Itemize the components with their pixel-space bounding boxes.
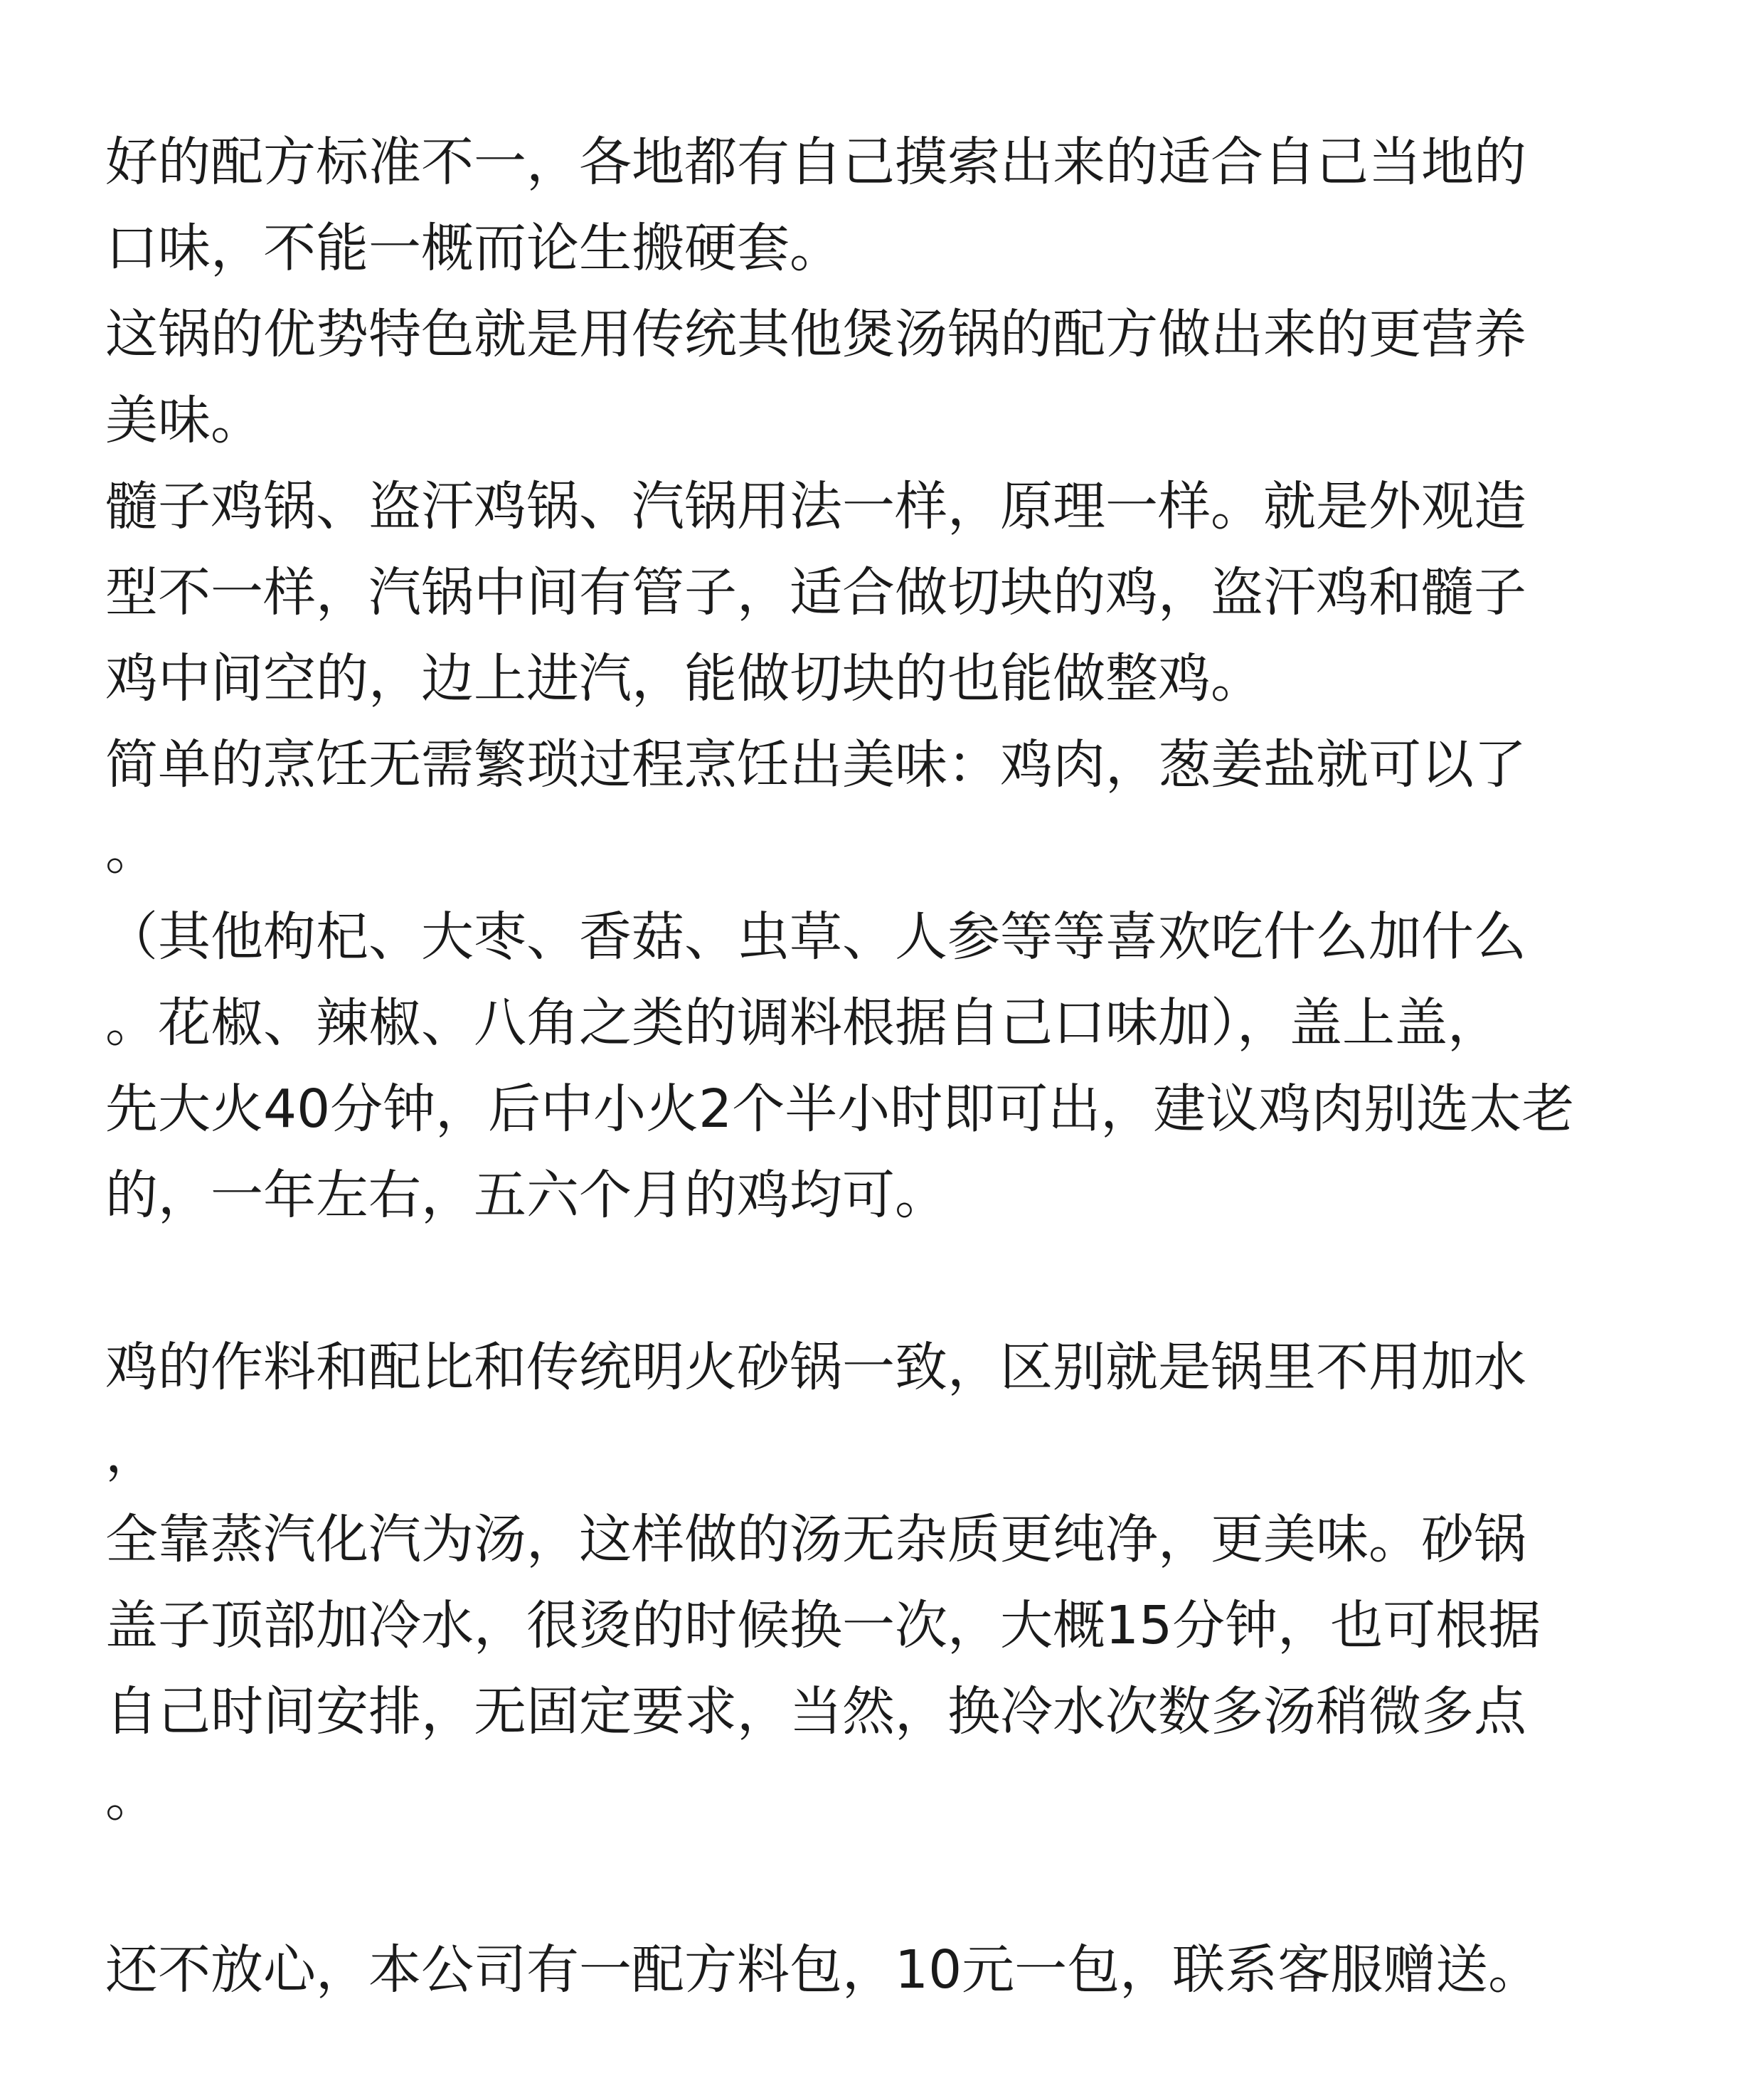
text-line: 美味。 [105, 390, 263, 451]
text-line: 。 [105, 820, 158, 881]
text-line: 全靠蒸汽化汽为汤，这样做的汤无杂质更纯净，更美味。砂锅 [105, 1509, 1526, 1570]
paragraph-spacer [105, 1841, 1706, 1927]
text-line: 口味，不能一概而论生搬硬套。 [105, 218, 842, 279]
text-line: 型不一样，汽锅中间有管子，适合做切块的鸡，盗汗鸡和髓子 [105, 562, 1526, 623]
paragraph-spacer [105, 1239, 1706, 1325]
text-line: 先大火40分钟，后中小火2个半小时即可出，建议鸡肉别选太老 [105, 1078, 1575, 1140]
paragraph [105, 292, 1706, 464]
text-line: 这锅的优势特色就是用传统其他煲汤锅的配方做出来的更营养 [105, 304, 1526, 365]
text-line: 的，一年左右，五六个月的鸡均可。 [105, 1165, 947, 1226]
text-line: 。 [105, 1767, 158, 1828]
paragraph [105, 722, 1706, 1239]
document-body [105, 120, 1706, 2013]
text-line: 简单的烹饪无需繁琐过程烹饪出美味：鸡肉，葱姜盐就可以了 [105, 734, 1526, 795]
text-line: 。花椒、辣椒、八角之类的调料根据自己口味加），盖上盖， [105, 992, 1500, 1054]
text-line: 盖子顶部加冷水，很烫的时候换一次，大概15分钟，也可根据 [105, 1595, 1541, 1656]
text-line: 髓子鸡锅、盗汗鸡锅、汽锅用法一样，原理一样。就是外观造 [105, 476, 1526, 537]
paragraph [105, 1325, 1706, 1841]
text-line: 还不放心，本公司有一配方料包，10元一包，联系客服赠送。 [105, 1939, 1541, 2000]
text-line: 鸡中间空的，边上进汽，能做切块的也能做整鸡。 [105, 648, 1263, 709]
text-line: （其他枸杞、大枣、香菇、虫草、人参等等喜欢吃什么加什么 [105, 906, 1526, 968]
text-line: 鸡的作料和配比和传统明火砂锅一致，区别就是锅里不用加水 [105, 1337, 1526, 1398]
text-line: 自己时间安排，无固定要求，当然，换冷水次数多汤稍微多点 [105, 1681, 1526, 1742]
text-line: ， [105, 1423, 158, 1484]
paragraph [105, 120, 1706, 292]
paragraph [105, 464, 1706, 722]
paragraph [105, 1927, 1706, 2013]
text-line: 好的配方标准不一，各地都有自己摸索出来的适合自己当地的 [105, 132, 1526, 193]
